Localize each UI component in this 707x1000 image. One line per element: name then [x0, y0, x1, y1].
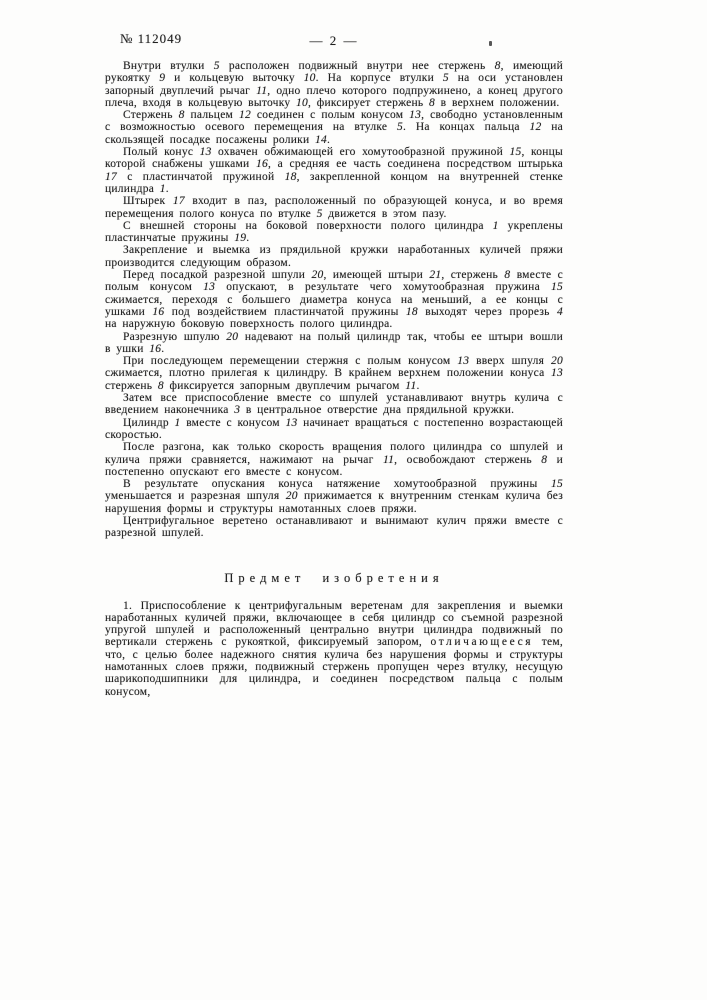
text-run: вместе с конусом [180, 416, 286, 429]
text-run: 1. Приспособление к центрифугальным веретенам для закрепления и выемки наработанных куличей пряжи, включающее в себя цилиндр со съемной разрезной упругой шпулей и расположенный центрально внутри цилиндра подвижный по вертикали стержень с рукояткой, фиксируемый запором, [105, 599, 563, 649]
paragraph [105, 146, 563, 195]
text-run: вместе с полым конусом [105, 269, 564, 294]
paragraph [105, 195, 563, 220]
text-run: отличающееся [430, 636, 534, 649]
text-run: пальцем [184, 109, 239, 122]
scan-artifact-speck [489, 41, 492, 46]
text-run: в верхнем положении. [435, 96, 560, 109]
text-run: . [161, 342, 165, 355]
text-run: , одно плечо которого подпружинено, а конец другого плеча, входя в кольцевую выточку [105, 84, 563, 109]
reference-numeral: 8 [157, 379, 164, 392]
reference-numeral: 16 [255, 158, 268, 171]
paragraph [105, 392, 563, 417]
text-run: начинает вращаться с постепенно возрастающей скоростью. [105, 416, 564, 441]
text-run: охвачен обжимающей его хомутообразной пружиной [211, 146, 510, 159]
reference-numeral: 15 [551, 478, 563, 491]
text-run: , освобождают стержень [394, 453, 542, 466]
reference-numeral: 11 [405, 379, 417, 392]
reference-numeral: 10 [303, 72, 316, 85]
text-run: прижимается к внутренним стенкам кулича без нарушения формы и структуры намотанных слоев пряжи. [105, 490, 563, 515]
text-run: уменьшается и разрезная шпуля [105, 490, 286, 503]
text-run: тем, что, с целью более надежного снятия кулича без нарушения формы и структуры намотанных слоев пряжи, подвижный стержень пропущен через втулку, несущую шарикоподшипники для цилиндра, и соединен посредством пальца с полым конусом, [105, 636, 563, 698]
claims-section [105, 600, 563, 698]
reference-numeral: 5 [213, 60, 220, 72]
reference-numeral: 13 [409, 109, 422, 122]
reference-numeral: 21 [429, 269, 442, 282]
reference-numeral: 20 [226, 330, 239, 343]
reference-numeral: 15 [550, 281, 563, 294]
text-run: Перед посадкой разрезной шпули [123, 269, 312, 282]
paragraph [105, 60, 563, 109]
text-run: Затем все приспособление вместе со шпулей устанавливают внутрь кулича с введением наконечника [105, 392, 563, 417]
paragraph [105, 220, 563, 245]
reference-numeral: 15 [509, 146, 522, 159]
text-run: стержень [105, 379, 158, 392]
text-run: Закрепление и выемка из прядильной кружки наработанных куличей пряжи производится следующим образом. [105, 244, 563, 269]
text-run: С внешней стороны на боковой поверхности полого цилиндра [123, 219, 493, 232]
text-run: , концы которой снабжены ушками [105, 146, 563, 171]
text-run: . [165, 182, 169, 195]
text-run: вверх шпуля [469, 355, 551, 368]
text-run: . [416, 379, 420, 392]
reference-numeral: 9 [159, 72, 166, 85]
text-run: , закрепленной концом на внутренней стенке цилиндра [105, 170, 563, 195]
text-column [105, 60, 563, 698]
reference-numeral: 5 [316, 207, 323, 220]
reference-numeral: 13 [551, 367, 563, 380]
text-run: расположен подвижный внутри нее стержень [219, 60, 495, 72]
text-run: на скользящей посадке посажены ролики [105, 121, 564, 146]
text-run: соединен с полым конусом [250, 109, 410, 122]
text-run: . [326, 133, 331, 146]
text-run: фиксируется запорным двуплечим рычагом [163, 379, 406, 392]
text-run: в центральное отверстие дна прядильной кружки. [240, 404, 515, 417]
description-section [105, 60, 563, 540]
text-run: сжимается, переходя с большего диаметра конуса на меньший, а ее концы с ушками [105, 293, 563, 318]
reference-numeral: 5 [442, 72, 449, 85]
text-run: , имеющей штыри [323, 269, 430, 282]
text-run: , имеющий рукоятку [105, 60, 563, 85]
reference-numeral: 8 [178, 109, 185, 122]
text-run: Штырек [123, 195, 173, 208]
paragraph [105, 331, 563, 356]
reference-numeral: 13 [203, 281, 216, 294]
paragraph [105, 441, 563, 478]
text-run: опускают, в результате чего хомутообразная пружина [215, 281, 551, 294]
reference-numeral: 8 [494, 60, 501, 72]
reference-numeral: 16 [152, 305, 165, 318]
text-run: В результате опускания конуса натяжение хомутообразной пружины [123, 478, 551, 491]
text-run: укреплены пластинчатые пружины [105, 219, 563, 245]
text-run: и постепенно опускают его вместе с конусом. [105, 453, 563, 478]
page-number: — 2 — [309, 33, 359, 48]
text-run: и кольцевую выточку [165, 72, 304, 85]
text-run: на оси установлен запорный двуплечий рычаг [105, 72, 563, 97]
reference-numeral: 1 [159, 182, 166, 195]
text-run: надевают на полый цилиндр так, чтобы ее штыри вошли в ушки [105, 330, 563, 355]
text-run: с пластинчатой пружиной [117, 170, 285, 183]
paragraph [105, 515, 563, 540]
text-run: под воздействием пластинчатой пружины [164, 305, 406, 318]
reference-numeral: 17 [105, 170, 117, 183]
text-run: , свободно установленным с возможностью осевого перемещения на втулке [105, 109, 563, 134]
reference-numeral: 18 [405, 305, 418, 318]
reference-numeral: 4 [557, 305, 563, 318]
text-run: Стержень [123, 109, 179, 122]
reference-numeral: 13 [199, 146, 212, 159]
text-run: входит в паз, расположенный по образующей конуса, и во время перемещения полого конуса по втулке [105, 195, 564, 220]
reference-numeral: 17 [172, 195, 185, 208]
reference-numeral: 8 [541, 453, 548, 466]
reference-numeral: 13 [457, 355, 470, 368]
text-run: Внутри втулки [123, 60, 214, 72]
paragraph [105, 417, 563, 442]
text-run: , фиксирует стержень [308, 96, 430, 109]
text-run: сжимается, плотно прилегая к цилиндру. В крайнем верхнем положении конуса [105, 367, 551, 380]
text-run: Разрезную шпулю [123, 330, 227, 343]
reference-numeral: 1 [492, 219, 499, 232]
reference-numeral: 13 [285, 416, 298, 429]
text-run: выходят через прорезь [417, 305, 557, 318]
reference-numeral: 12 [529, 121, 542, 134]
reference-numeral: 8 [429, 96, 436, 109]
paragraph [105, 269, 563, 330]
paragraph [105, 244, 563, 269]
reference-numeral: 1 [174, 416, 181, 429]
text-run: , а средняя ее часть соединена посредством штырька [267, 158, 564, 171]
reference-numeral: 12 [238, 109, 251, 122]
paragraph [105, 478, 563, 515]
reference-numeral: 19 [234, 232, 247, 245]
reference-numeral: 14 [314, 133, 327, 146]
reference-numeral: 3 [234, 404, 241, 417]
text-run: Цилиндр [123, 416, 175, 429]
claims-heading: Предмет изобретения [224, 570, 444, 585]
reference-numeral: 10 [296, 96, 308, 109]
patent-number: № 112049 [120, 31, 183, 46]
text-run: При последующем перемещении стержня с полым конусом [123, 355, 458, 368]
paragraph [105, 355, 563, 392]
text-run: Центрифугальное веретено останавливают и вынимают кулич пряжи вместе с разрезной шпулей. [105, 514, 563, 540]
reference-numeral: 16 [149, 342, 162, 355]
reference-numeral: 20 [285, 490, 298, 503]
reference-numeral: 11 [382, 453, 395, 466]
reference-numeral: 5 [397, 121, 403, 134]
text-run: на наружную боковую поверхность полого цилиндра. [105, 318, 393, 331]
text-run: , стержень [441, 269, 505, 282]
text-run: . На концах пальца [403, 121, 530, 134]
text-run: . [246, 232, 250, 245]
text-run: движется в этом пазу. [322, 207, 447, 220]
paragraph [105, 600, 563, 698]
reference-numeral: 20 [311, 269, 324, 282]
paragraph [105, 109, 563, 146]
text-run: . На корпусе втулки [315, 72, 443, 85]
reference-numeral: 20 [551, 355, 563, 368]
reference-numeral: 8 [504, 269, 511, 282]
text-run: После разгона, как только скорость вращения полого цилиндра со шпулей и кулича пряжи сравняется, нажимают на рычаг [105, 441, 563, 466]
text-run: Полый конус [123, 146, 200, 159]
reference-numeral: 11 [256, 84, 268, 97]
reference-numeral: 18 [284, 170, 297, 183]
